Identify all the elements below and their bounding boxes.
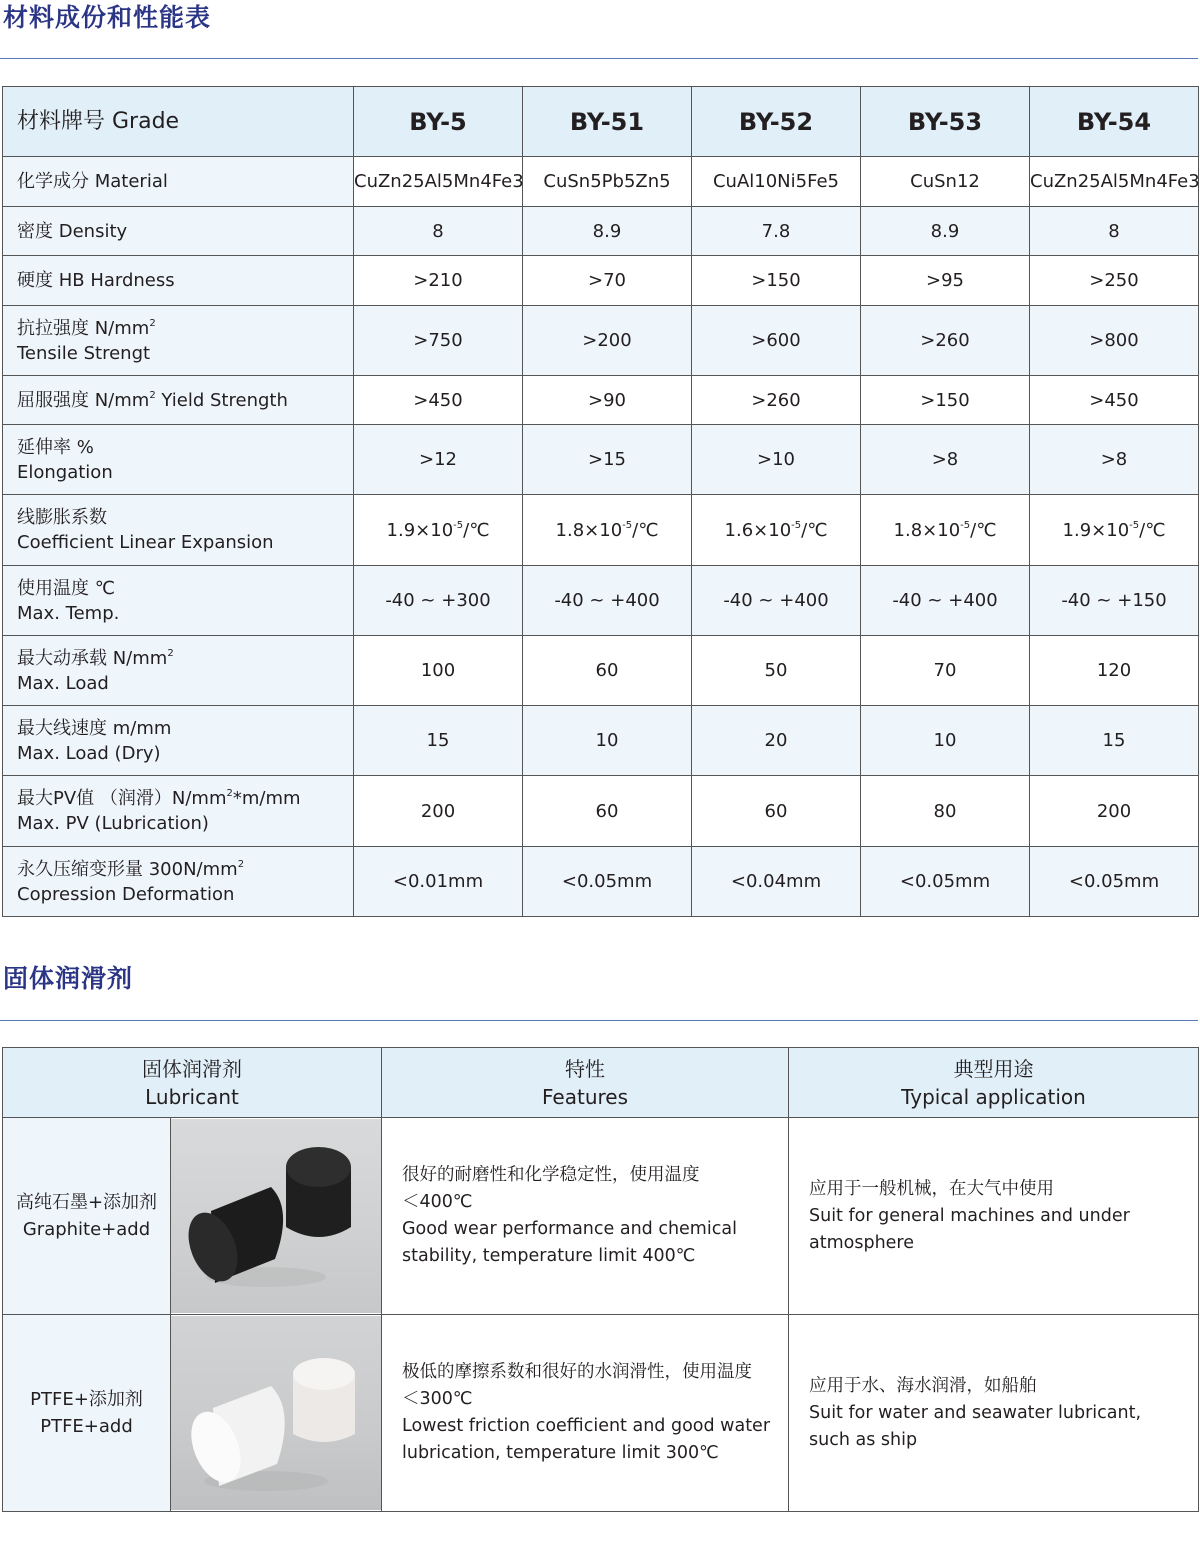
grade-header-cell: BY-5 [354,87,523,157]
grade-header-cell: BY-52 [692,87,861,157]
property-value: CuSn5Pb5Zn5 [523,157,692,207]
property-row [3,207,1199,256]
property-value: >8 [1030,425,1199,495]
property-value: >150 [861,376,1030,425]
property-value: >750 [354,306,523,376]
property-label: 最大线速度 m/mm Max. Load (Dry) [3,706,354,776]
property-value: 50 [692,636,861,706]
property-label: 线膨胀系数 Coefficient Linear Expansion [3,495,354,566]
property-value: >600 [692,306,861,376]
property-value: >95 [861,256,1030,306]
property-value: -40 ~ +400 [523,566,692,636]
property-row [3,776,1199,847]
ptfe-sample-photo [171,1315,382,1512]
lubricant-features: 很好的耐磨性和化学稳定性，使用温度 ＜400℃ Good wear performance and chemical stability, temperature limit 400℃ [382,1118,789,1315]
property-value: 200 [1030,776,1199,847]
property-value: 60 [523,636,692,706]
property-label: 化学成分 Material [3,157,354,207]
property-value: >450 [1030,376,1199,425]
property-value: CuZn25Al5Mn4Fe3 [354,157,523,207]
section-divider [0,1020,1198,1021]
property-value: >260 [692,376,861,425]
lubricant-name: 高纯石墨+添加剂 Graphite+add [3,1118,171,1315]
grade-header-cell: BY-51 [523,87,692,157]
header-lubricant: 固体润滑剂 Lubricant [3,1048,382,1118]
property-value: 60 [523,776,692,847]
lubricant-application: 应用于一般机械，在大气中使用 Suit for general machines and under atmosphere [789,1118,1199,1315]
property-value: >70 [523,256,692,306]
property-value: $1.6\times 10^{-5}/℃$ [692,495,861,566]
header-features: 特性 Features [382,1048,789,1118]
property-value: CuZn25Al5Mn4Fe3 [1030,157,1199,207]
property-value: 8.9 [861,207,1030,256]
property-value: >150 [692,256,861,306]
property-label: 最大动承载 $N/mm^2$ Max. Load [3,636,354,706]
property-value: >260 [861,306,1030,376]
property-value: 80 [861,776,1030,847]
property-value: CuAl10Ni5Fe5 [692,157,861,207]
property-value: 7.8 [692,207,861,256]
properties-table [2,86,1199,917]
property-value: $1.8\times 10^{-5}/℃$ [861,495,1030,566]
property-row [3,256,1199,306]
property-value: >15 [523,425,692,495]
grade-header-label: 材料牌号 Grade [3,87,354,157]
property-value: >250 [1030,256,1199,306]
property-value: 20 [692,706,861,776]
property-row [3,566,1199,636]
property-value: >200 [523,306,692,376]
property-value: -40 ~ +400 [861,566,1030,636]
property-label: 永久压缩变形量 $300N/mm^2$ Copression Deformation [3,847,354,917]
property-row [3,847,1199,917]
property-value: <0.04mm [692,847,861,917]
property-row [3,306,1199,376]
grade-header-row [3,87,1199,157]
property-value: <0.05mm [523,847,692,917]
lubricant-name: PTFE+添加剂 PTFE+add [3,1315,171,1512]
property-value: 70 [861,636,1030,706]
property-row [3,425,1199,495]
property-value: 10 [523,706,692,776]
grade-header-cell: BY-54 [1030,87,1199,157]
lubricant-header-row [3,1048,1199,1118]
property-value: 100 [354,636,523,706]
property-value: 120 [1030,636,1199,706]
property-value: <0.05mm [861,847,1030,917]
property-label: 延伸率 % Elongation [3,425,354,495]
property-label: 抗拉强度 $N/mm^2$ Tensile Strengt [3,306,354,376]
property-value: CuSn12 [861,157,1030,207]
lubricant-application: 应用于水、海水润滑，如船舶 Suit for water and seawater lubricant, such as ship [789,1315,1199,1512]
property-label: 密度 Density [3,207,354,256]
property-value: 60 [692,776,861,847]
lubricant-row-ptfe [3,1315,1199,1512]
property-value: $1.9\times 10^{-5}/℃$ [354,495,523,566]
property-row [3,706,1199,776]
property-label: 硬度 HB Hardness [3,256,354,306]
property-value: -40 ~ +150 [1030,566,1199,636]
property-value: <0.01mm [354,847,523,917]
property-value: >800 [1030,306,1199,376]
property-label: 使用温度 ℃ Max. Temp. [3,566,354,636]
property-value: >210 [354,256,523,306]
property-value: 8 [1030,207,1199,256]
property-row [3,376,1199,425]
property-row [3,495,1199,566]
property-value: >10 [692,425,861,495]
lubricant-row-graphite [3,1118,1199,1315]
property-value: 8.9 [523,207,692,256]
property-value: >12 [354,425,523,495]
property-value: 15 [1030,706,1199,776]
header-application: 典型用途 Typical application [789,1048,1199,1118]
section-title-lubricants: 固体润滑剂 [3,964,134,993]
property-value: <0.05mm [1030,847,1199,917]
property-value: -40 ~ +300 [354,566,523,636]
property-value: $1.9\times 10^{-5}/℃$ [1030,495,1199,566]
property-value: >450 [354,376,523,425]
lubricant-features: 极低的摩擦系数和很好的水润滑性，使用温度 ＜300℃ Lowest friction coefficient and good water lubrication, temperature limit 300℃ [382,1315,789,1512]
property-label: 最大PV值 （润滑）$N/mm^2*m/mm$ Max. PV (Lubrication) [3,776,354,847]
property-value: >8 [861,425,1030,495]
property-value: >90 [523,376,692,425]
property-label: 屈服强度 $N/mm^2$ Yield Strength [3,376,354,425]
property-value: $1.8\times 10^{-5}/℃$ [523,495,692,566]
grade-header-cell: BY-53 [861,87,1030,157]
property-row [3,636,1199,706]
property-value: 15 [354,706,523,776]
property-value: -40 ~ +400 [692,566,861,636]
property-value: 200 [354,776,523,847]
property-row [3,157,1199,207]
property-value: 8 [354,207,523,256]
section-title-materials: 材料成份和性能表 [3,3,212,32]
section-divider [0,58,1198,59]
graphite-sample-photo [171,1118,382,1315]
lubricant-table [2,1047,1199,1512]
property-value: 10 [861,706,1030,776]
